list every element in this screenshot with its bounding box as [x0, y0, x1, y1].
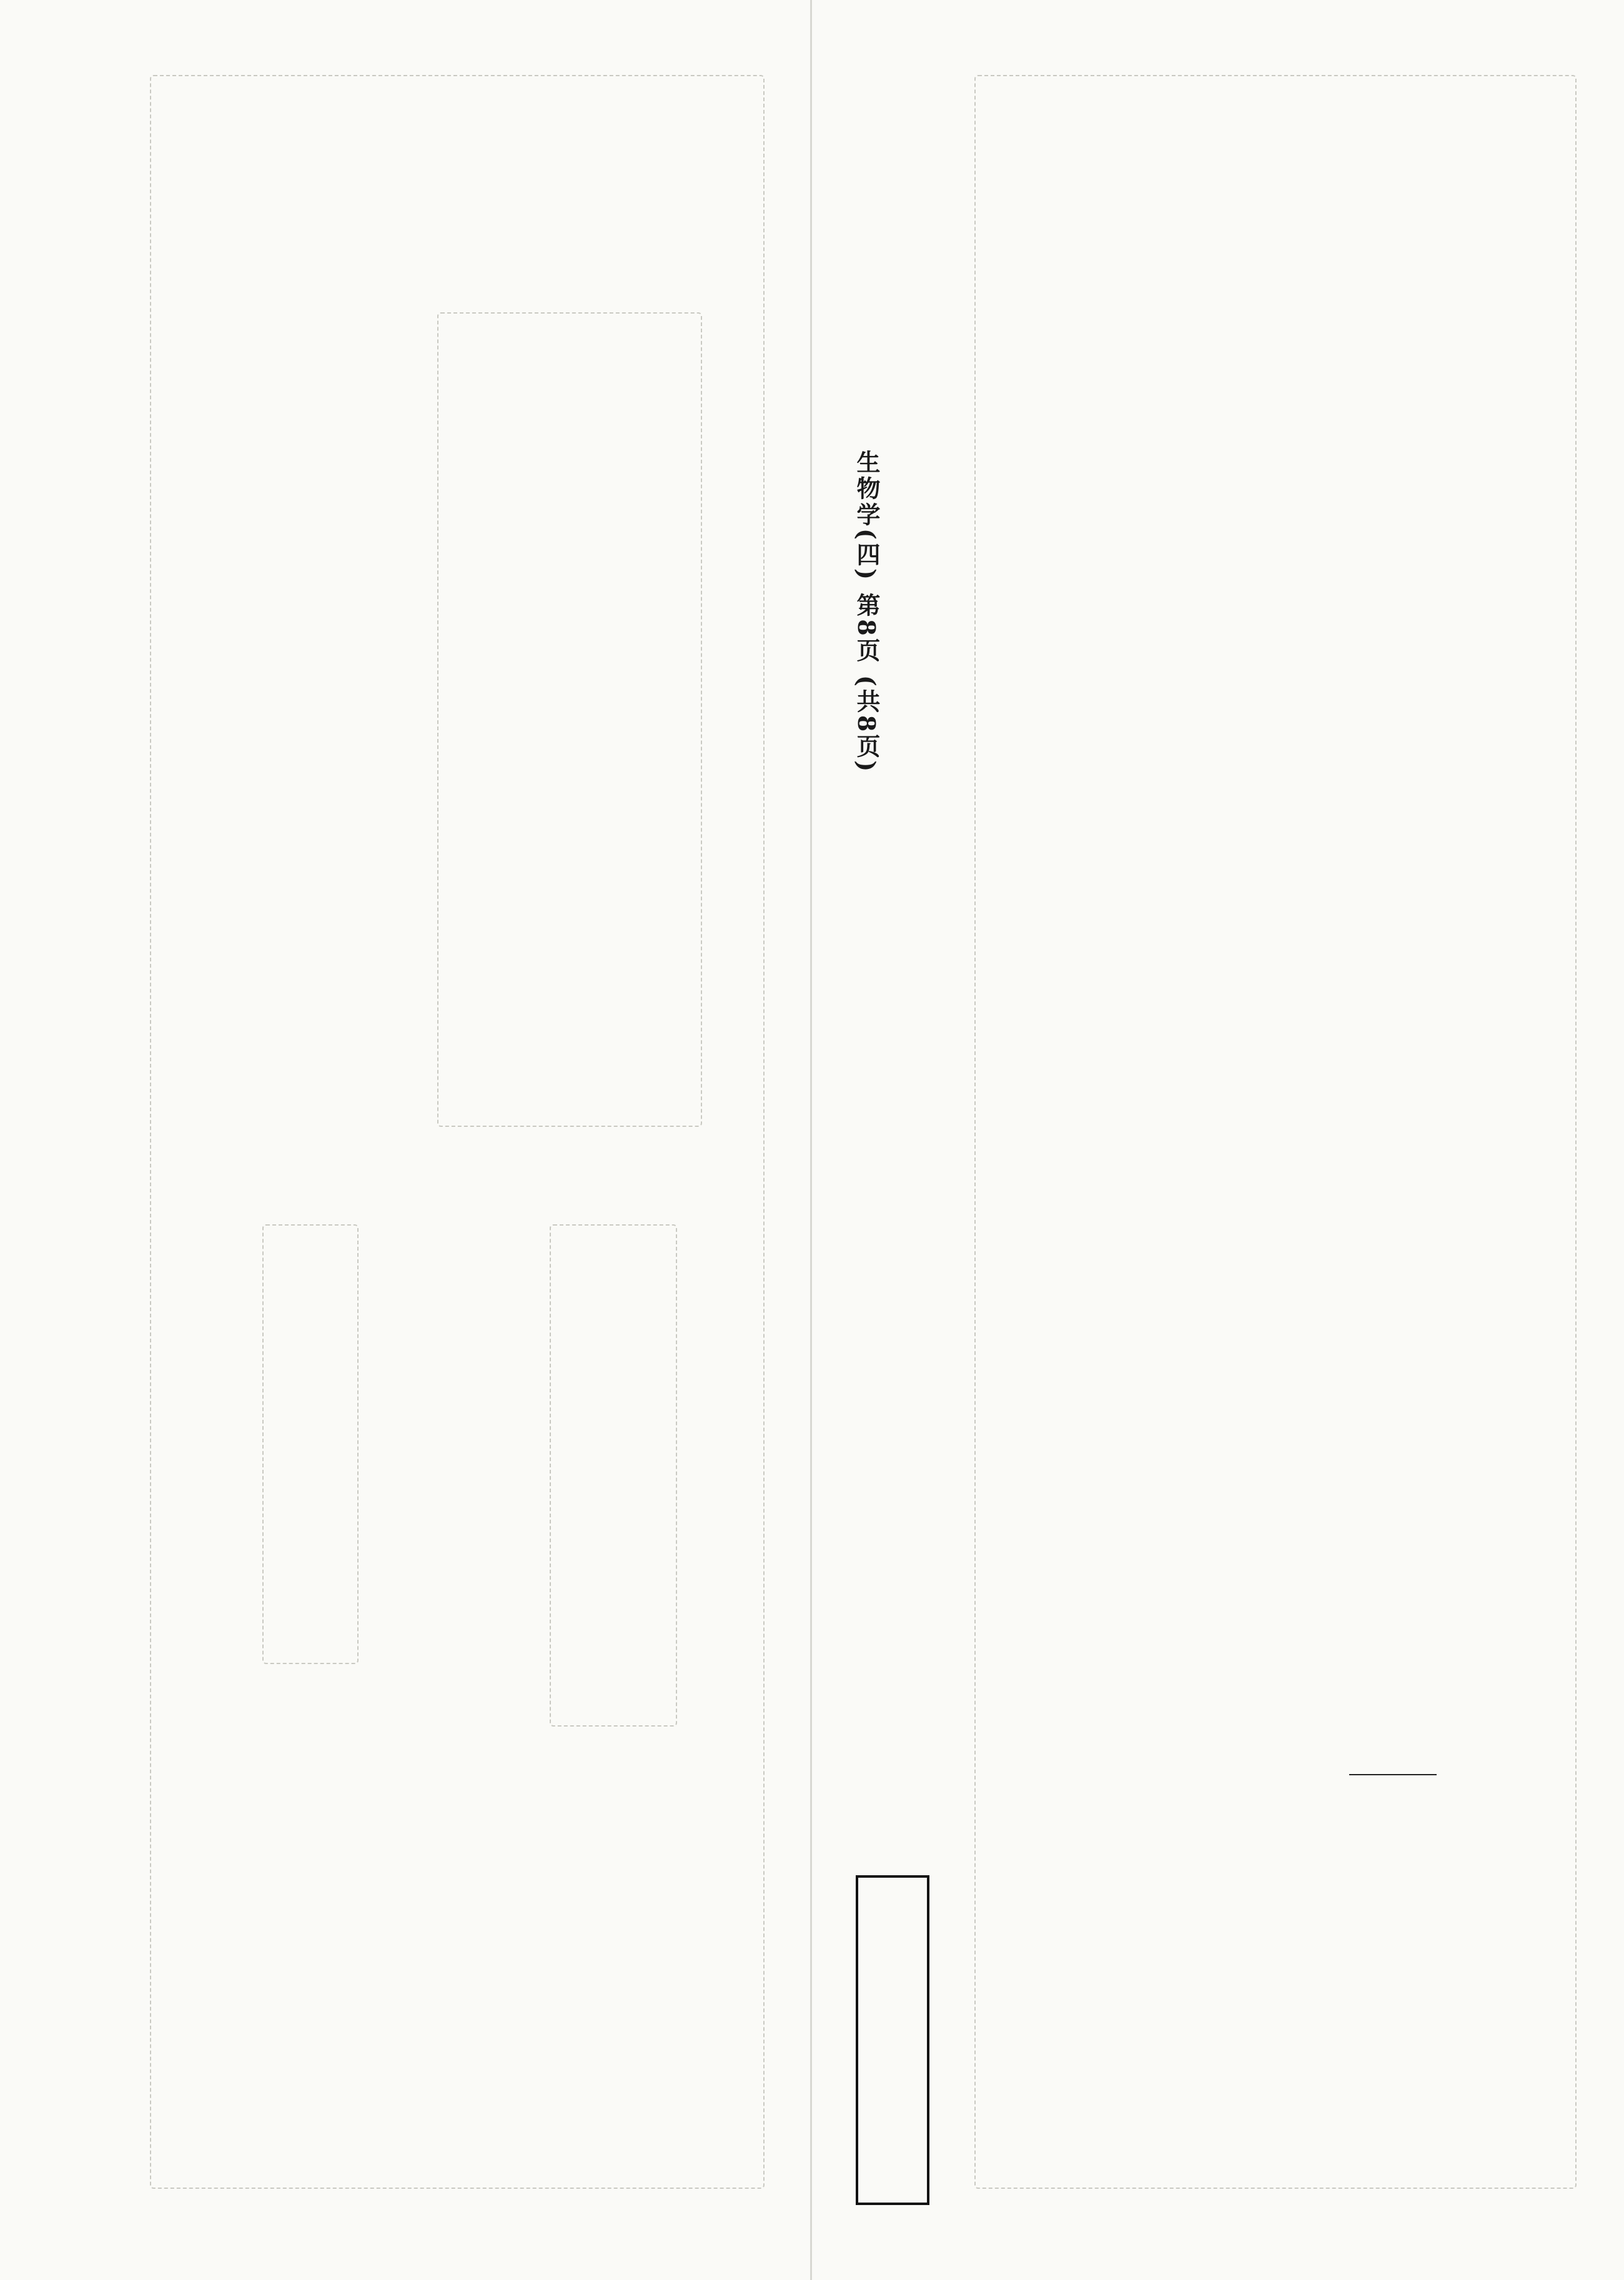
restriction-enzyme-table-area	[550, 1224, 677, 1727]
right-page	[812, 0, 1624, 2280]
edition-badge	[856, 1875, 929, 2205]
plasmid-diagram-area	[437, 312, 702, 1127]
page-footer-label: 生物学(四) 第8页 (共8页)	[853, 450, 881, 775]
primer-sequence-area	[262, 1224, 359, 1664]
answer-blank-line	[1349, 1774, 1437, 1775]
right-question-area	[974, 75, 1577, 2189]
